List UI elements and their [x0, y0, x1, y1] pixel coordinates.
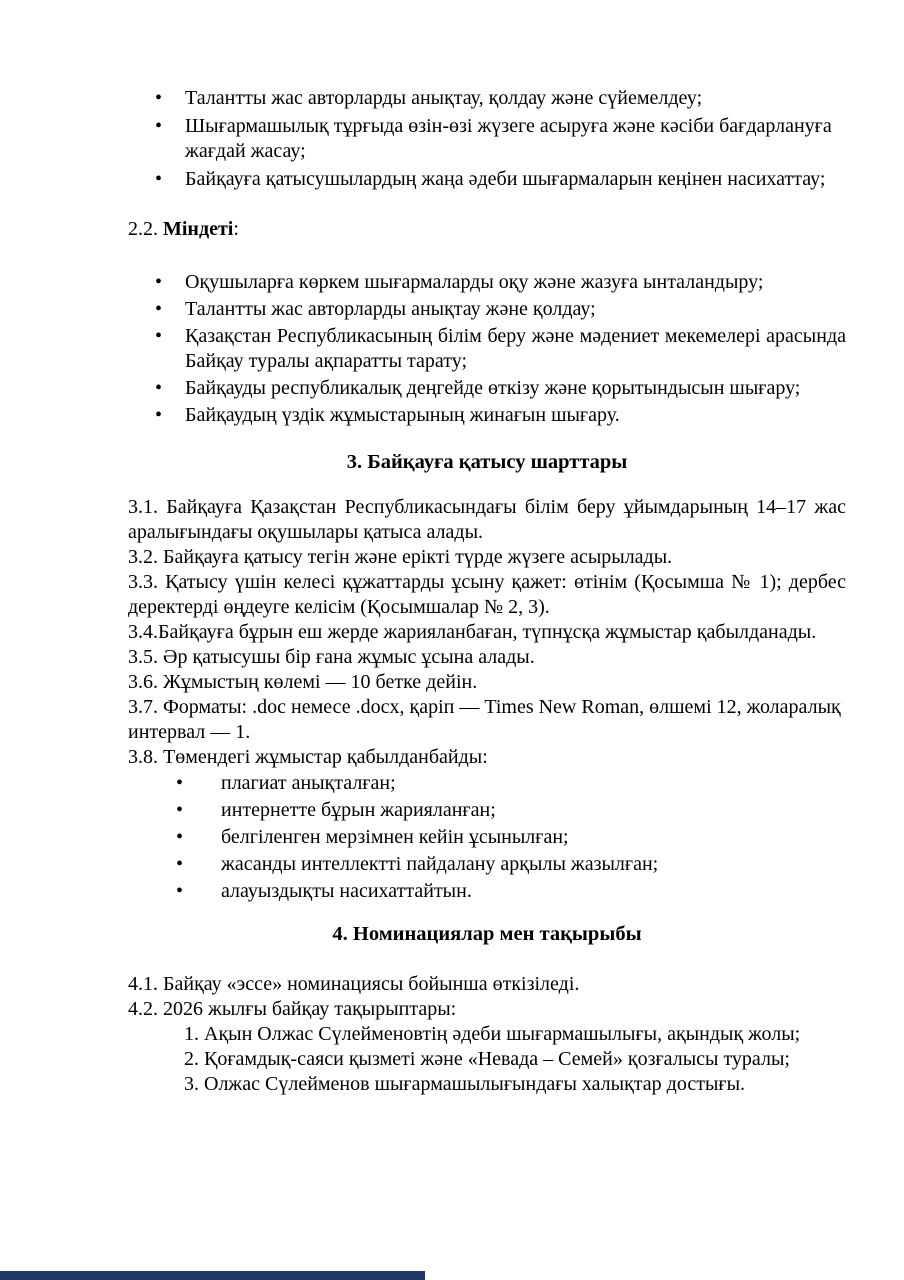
clause-3-4: 3.4.Байқауға бұрын еш жерде жарияланбаған, түпнұсқа жұмыстар қабылданады.: [128, 621, 817, 643]
list-item: [176, 852, 846, 877]
bullet-icon: •: [155, 115, 163, 137]
bullet-icon: •: [155, 404, 163, 426]
list-item: [155, 376, 846, 401]
theme-item: 1. Ақын Олжас Сүлейменовтің әдеби шығармашылығы, ақындық жолы;: [184, 1023, 801, 1045]
list-item-text: Талантты жас авторларды анықтау және қолдау;: [185, 298, 596, 320]
clause-2-2: [128, 217, 846, 242]
bullet-icon: •: [155, 377, 163, 399]
clause-number: 2.2.: [128, 218, 163, 240]
theme-item: 2. Қоғамдық-саяси қызметі және «Невада – Семей» қозғалысы туралы;: [184, 1048, 790, 1070]
list-item: [155, 86, 846, 111]
theme-item: 3. Олжас Сүлейменов шығармашылығындағы халықтар достығы.: [184, 1073, 746, 1095]
bottom-navy-bar: [0, 1271, 425, 1280]
clause-colon: :: [233, 218, 239, 240]
list-item: [155, 270, 846, 295]
list-item-text: Оқушыларға көркем шығармаларды оқу және жазуға ынталандыру;: [185, 271, 764, 293]
bullet-icon: •: [155, 271, 163, 293]
goals-list: [155, 86, 846, 192]
list-item: [176, 825, 846, 850]
rejected-works-list: [176, 771, 846, 904]
list-item: [155, 324, 846, 374]
clause-3-1: 3.1. Байқауға Қазақстан Республикасындағы білім беру ұйымдарының 14–17 жас аралығындағы оқушылары қатыса алады.: [128, 496, 846, 543]
bullet-icon: •: [155, 87, 163, 109]
bullet-icon: •: [155, 325, 163, 347]
list-item: [176, 879, 846, 904]
section-4-heading: 4. Номинациялар мен тақырыбы: [332, 923, 642, 945]
list-item-text: Шығармашылық тұрғыда өзін-өзі жүзеге асыруға және кәсіби бағдарлануға жағдай жасау;: [185, 115, 832, 162]
bullet-icon: •: [176, 772, 184, 794]
clause-3-5: 3.5. Әр қатысушы бір ғана жұмыс ұсына алады.: [128, 646, 535, 668]
list-item-text: интернетте бұрын жарияланған;: [221, 799, 496, 821]
section-3-heading: 3. Байқауға қатысу шарттары: [346, 451, 628, 473]
list-item: [176, 798, 846, 823]
list-item-text: белгіленген мерзімнен кейін ұсынылған;: [221, 826, 569, 848]
list-item-text: Байқауды республикалық деңгейде өткізу және қорытындысын шығару;: [185, 377, 801, 399]
bullet-icon: •: [176, 799, 184, 821]
clause-3-7: 3.7. Форматы: .doc немесе .docx, қаріп — Times New Roman, өлшемі 12, жоларалық интервал — 1.: [128, 696, 841, 743]
list-item: [155, 114, 846, 164]
bullet-icon: •: [176, 853, 184, 875]
list-item: [155, 167, 846, 192]
bullet-icon: •: [155, 298, 163, 320]
bullet-icon: •: [176, 826, 184, 848]
tasks-list: [155, 270, 846, 428]
clause-3-2: 3.2. Байқауға қатысу тегін және ерікті түрде жүзеге асырылады.: [128, 546, 673, 568]
clause-3-6: 3.6. Жұмыстың көлемі — 10 бетке дейін.: [128, 671, 478, 693]
list-item-text: Байқауға қатысушылардың жаңа әдеби шығармаларын кеңінен насихаттау;: [185, 168, 826, 190]
bullet-icon: •: [155, 168, 163, 190]
clause-4-1: 4.1. Байқау «эссе» номинациясы бойынша өткізіледі.: [128, 973, 580, 995]
list-item-text: алауыздықты насихаттайтын.: [221, 880, 472, 902]
clause-3-8: 3.8. Төмендегі жұмыстар қабылданбайды:: [128, 746, 488, 768]
clause-title: Міндеті: [163, 218, 234, 240]
list-item: [176, 771, 846, 796]
clause-3-3: 3.3. Қатысу үшін келесі құжаттарды ұсыну қажет: өтінім (Қосымша № 1); дербес деректерді өңдеуге келісім (Қосымшалар № 2, 3).: [128, 571, 846, 618]
list-item-text: плагиат анықталған;: [221, 772, 396, 794]
list-item: [155, 403, 846, 428]
bullet-icon: •: [176, 880, 184, 902]
clause-4-2: 4.2. 2026 жылғы байқау тақырыптары:: [128, 998, 457, 1020]
list-item: [155, 297, 846, 322]
list-item-text: Байқаудың үздік жұмыстарының жинағын шығару.: [185, 404, 620, 426]
list-item-text: Талантты жас авторларды анықтау, қолдау және сүйемелдеу;: [185, 87, 703, 109]
list-item-text: жасанды интеллектті пайдалану арқылы жазылған;: [221, 853, 659, 875]
list-item-text: Қазақстан Республикасының білім беру және мәдениет мекемелері арасында Байқау туралы ақпаратты тарату;: [185, 325, 846, 372]
